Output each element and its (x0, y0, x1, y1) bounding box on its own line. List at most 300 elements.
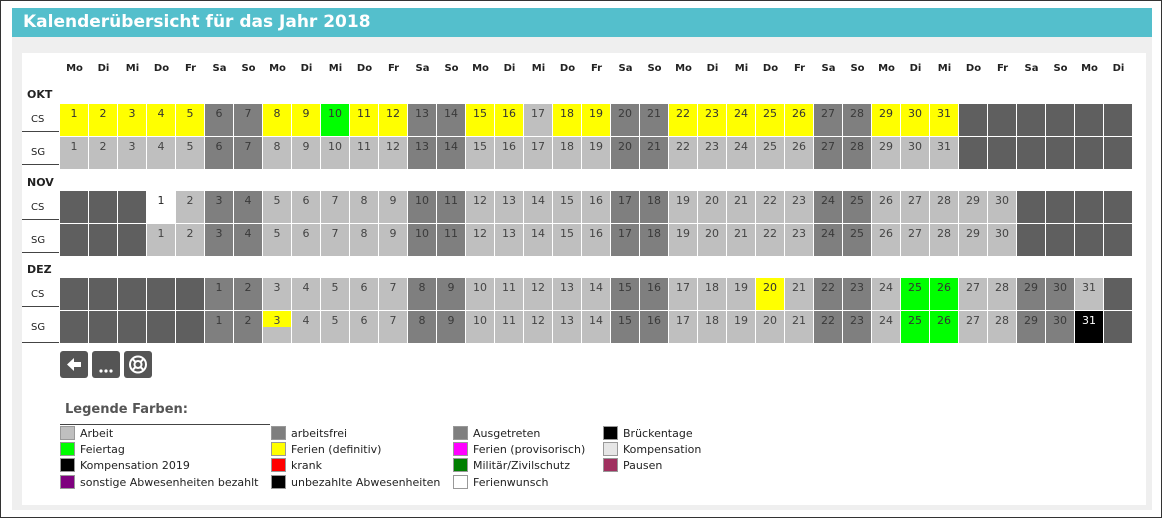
legend-swatch (603, 426, 618, 440)
day-cell[interactable]: 1 (147, 224, 175, 256)
day-cell[interactable]: 26 (930, 278, 958, 310)
day-cell[interactable]: 2 (234, 278, 262, 310)
day-cell[interactable]: 20 (611, 104, 639, 136)
day-cell[interactable]: 2 (89, 104, 117, 136)
empty-cell (147, 311, 175, 343)
day-cell[interactable]: 5 (321, 311, 349, 343)
empty-cell (1104, 224, 1132, 256)
empty-cell (1104, 311, 1132, 343)
day-cell[interactable]: 31 (1075, 278, 1103, 310)
day-cell[interactable]: 9 (292, 137, 320, 169)
day-cell[interactable]: 22 (669, 104, 697, 136)
weekday-label: Sa (212, 63, 227, 74)
day-cell[interactable]: 9 (437, 311, 465, 343)
day-cell[interactable]: 12 (466, 224, 494, 256)
weekday-label: Sa (415, 63, 430, 74)
day-cell[interactable]: 13 (553, 311, 581, 343)
day-cell[interactable]: 10 (321, 137, 349, 169)
day-cell[interactable]: 26 (785, 137, 813, 169)
day-cell[interactable]: 24 (872, 311, 900, 343)
weekday-label: So (850, 63, 865, 74)
legend-swatch (271, 426, 286, 440)
day-cell[interactable]: 18 (640, 191, 668, 223)
day-cell[interactable]: 22 (814, 278, 842, 310)
legend-swatch (60, 442, 75, 456)
empty-cell (959, 104, 987, 136)
day-cell[interactable]: 30 (901, 137, 929, 169)
day-cell[interactable]: 8 (263, 137, 291, 169)
month-label: NOV (27, 176, 54, 189)
empty-cell (1075, 224, 1103, 256)
day-cell[interactable]: 27 (901, 224, 929, 256)
day-cell[interactable]: 14 (437, 104, 465, 136)
day-cell[interactable]: 12 (466, 191, 494, 223)
day-cell[interactable]: 26 (872, 224, 900, 256)
day-cell[interactable]: 13 (408, 104, 436, 136)
day-cell[interactable]: 19 (669, 224, 697, 256)
lifebuoy-icon (124, 351, 152, 378)
legend-label: Brückentage (623, 427, 693, 440)
day-cell[interactable]: 3 (118, 104, 146, 136)
legend-label: Pausen (623, 459, 663, 472)
empty-cell (1104, 104, 1132, 136)
weekday-label: Do (965, 63, 982, 74)
day-cell[interactable]: 16 (582, 224, 610, 256)
day-cell[interactable]: 8 (263, 104, 291, 136)
day-cell[interactable]: 28 (843, 137, 871, 169)
day-cell[interactable]: 31 (930, 104, 958, 136)
day-cell[interactable]: 24 (814, 191, 842, 223)
day-cell[interactable]: 18 (698, 311, 726, 343)
row-label: CS (31, 289, 45, 300)
day-cell[interactable]: 15 (611, 278, 639, 310)
day-cell[interactable]: 14 (582, 278, 610, 310)
day-cell[interactable]: 27 (814, 104, 842, 136)
legend-swatch (271, 442, 286, 456)
row-label: CS (31, 202, 45, 213)
day-cell[interactable]: 10 (466, 278, 494, 310)
day-cell[interactable]: 2 (176, 191, 204, 223)
weekday-label: Mo (675, 63, 692, 74)
day-cell[interactable]: 3 (118, 137, 146, 169)
day-cell[interactable]: 27 (901, 191, 929, 223)
weekday-label: Di (300, 63, 313, 74)
empty-cell (1075, 137, 1103, 169)
day-cell[interactable]: 8 (408, 311, 436, 343)
weekday-label: Di (97, 63, 110, 74)
legend-label: Kompensation 2019 (80, 459, 190, 472)
day-cell[interactable]: 12 (524, 311, 552, 343)
day-cell[interactable]: 9 (292, 104, 320, 136)
day-cell[interactable]: 4 (234, 191, 262, 223)
day-cell[interactable]: 2 (234, 311, 262, 343)
day-cell[interactable]: 26 (872, 191, 900, 223)
day-cell[interactable]: 8 (408, 278, 436, 310)
weekday-label: Di (503, 63, 516, 74)
row-divider (22, 219, 59, 220)
day-cell[interactable]: 17 (524, 137, 552, 169)
day-cell[interactable]: 13 (553, 278, 581, 310)
weekday-label: Di (909, 63, 922, 74)
empty-cell (118, 278, 146, 310)
day-cell[interactable]: 8 (350, 224, 378, 256)
weekday-label: Sa (821, 63, 836, 74)
empty-cell (89, 224, 117, 256)
day-cell[interactable]: 5 (176, 104, 204, 136)
day-cell[interactable]: 24 (872, 278, 900, 310)
empty-cell (60, 278, 88, 310)
legend-swatch (453, 475, 468, 489)
day-cell[interactable]: 6 (205, 104, 233, 136)
legend-label: unbezahlte Abwesenheiten (291, 476, 441, 489)
day-cell[interactable]: 10 (321, 104, 349, 136)
day-cell[interactable]: 21 (785, 311, 813, 343)
row-label: SG (31, 322, 46, 333)
day-cell[interactable]: 23 (843, 311, 871, 343)
day-cell[interactable]: 24 (727, 137, 755, 169)
day-cell[interactable]: 31 (1075, 311, 1103, 343)
legend-label: Ausgetreten (473, 427, 541, 440)
day-cell[interactable]: 7 (379, 278, 407, 310)
day-cell[interactable]: 18 (698, 278, 726, 310)
empty-cell (1046, 191, 1074, 223)
day-cell[interactable]: 15 (466, 104, 494, 136)
day-cell[interactable]: 19 (669, 191, 697, 223)
day-cell[interactable]: 16 (582, 191, 610, 223)
weekday-label: Mo (269, 63, 286, 74)
day-cell[interactable]: 16 (640, 278, 668, 310)
day-cell[interactable]: 15 (466, 137, 494, 169)
day-cell[interactable]: 27 (959, 278, 987, 310)
help-button[interactable] (124, 351, 152, 378)
day-cell[interactable]: 17 (669, 311, 697, 343)
day-cell[interactable]: 3 (263, 311, 291, 343)
day-cell[interactable]: 29 (872, 137, 900, 169)
legend-swatch (453, 426, 468, 440)
day-cell[interactable]: 7 (234, 104, 262, 136)
empty-cell (1017, 104, 1045, 136)
weekday-label: Sa (618, 63, 633, 74)
weekday-label: Mi (937, 63, 952, 74)
day-cell[interactable]: 14 (524, 224, 552, 256)
day-cell[interactable]: 3 (205, 224, 233, 256)
weekday-label: Fr (387, 63, 400, 74)
day-cell[interactable]: 29 (1017, 311, 1045, 343)
empty-cell (1104, 278, 1132, 310)
empty-cell (988, 104, 1016, 136)
empty-cell (118, 224, 146, 256)
empty-cell (1075, 104, 1103, 136)
empty-cell (1104, 137, 1132, 169)
day-cell[interactable]: 23 (698, 104, 726, 136)
day-cell[interactable]: 14 (582, 311, 610, 343)
back-button[interactable] (60, 351, 88, 378)
empty-cell (1046, 137, 1074, 169)
weekday-label: Fr (184, 63, 197, 74)
day-cell[interactable]: 6 (350, 278, 378, 310)
day-cell[interactable]: 21 (727, 224, 755, 256)
month-label: OKT (27, 88, 53, 101)
legend-swatch (453, 458, 468, 472)
day-cell[interactable]: 7 (321, 224, 349, 256)
day-cell[interactable]: 21 (727, 191, 755, 223)
day-cell[interactable]: 17 (611, 224, 639, 256)
weekday-label: Mo (1081, 63, 1098, 74)
day-cell[interactable]: 5 (321, 278, 349, 310)
empty-cell (959, 137, 987, 169)
empty-cell (60, 311, 88, 343)
day-cell[interactable]: 25 (901, 278, 929, 310)
empty-cell (1017, 137, 1045, 169)
day-cell[interactable]: 25 (756, 104, 784, 136)
day-cell[interactable]: 13 (495, 191, 523, 223)
day-cell[interactable]: 11 (437, 191, 465, 223)
day-cell[interactable]: 11 (350, 137, 378, 169)
day-cell[interactable]: 9 (379, 191, 407, 223)
legend-swatch (453, 442, 468, 456)
day-cell[interactable]: 10 (408, 224, 436, 256)
day-cell[interactable]: 30 (901, 104, 929, 136)
day-cell[interactable]: 11 (495, 278, 523, 310)
day-cell[interactable]: 9 (379, 224, 407, 256)
day-cell[interactable]: 20 (756, 278, 784, 310)
row-label: SG (31, 235, 46, 246)
day-cell[interactable]: 1 (60, 104, 88, 136)
weekday-label: Mi (734, 63, 749, 74)
day-cell[interactable]: 22 (756, 224, 784, 256)
day-cell[interactable]: 25 (756, 137, 784, 169)
empty-cell (1017, 191, 1045, 223)
day-cell[interactable]: 4 (147, 137, 175, 169)
empty-cell (988, 137, 1016, 169)
day-cell[interactable]: 13 (495, 224, 523, 256)
day-cell[interactable]: 17 (611, 191, 639, 223)
day-cell[interactable]: 29 (959, 224, 987, 256)
day-cell[interactable]: 20 (611, 137, 639, 169)
day-cell[interactable]: 18 (553, 137, 581, 169)
month-label: DEZ (27, 263, 52, 276)
day-cell[interactable]: 30 (1046, 311, 1074, 343)
day-cell[interactable]: 12 (379, 104, 407, 136)
day-cell[interactable]: 5 (263, 224, 291, 256)
day-cell[interactable]: 2 (176, 224, 204, 256)
day-cell[interactable]: 30 (988, 191, 1016, 223)
day-cell[interactable]: 1 (60, 137, 88, 169)
day-cell[interactable]: 15 (553, 224, 581, 256)
day-cell[interactable]: 21 (785, 278, 813, 310)
weekday-label: Mi (531, 63, 546, 74)
weekday-label: Fr (996, 63, 1009, 74)
legend-label: sonstige Abwesenheiten bezahlt (80, 476, 259, 489)
day-cell[interactable]: 25 (843, 191, 871, 223)
day-cell[interactable]: 7 (321, 191, 349, 223)
empty-cell (89, 191, 117, 223)
day-cell[interactable]: 3 (205, 191, 233, 223)
day-cell[interactable]: 23 (785, 224, 813, 256)
weekday-label: Mi (328, 63, 343, 74)
day-cell[interactable]: 10 (408, 191, 436, 223)
day-cell[interactable]: 14 (437, 137, 465, 169)
legend-title: Legende Farben: (65, 402, 189, 417)
weekday-label: Di (706, 63, 719, 74)
day-cell[interactable]: 4 (234, 224, 262, 256)
weekday-label: Do (559, 63, 576, 74)
day-cell[interactable]: 9 (437, 278, 465, 310)
row-divider (22, 131, 59, 132)
legend-label: krank (291, 459, 322, 472)
day-cell[interactable]: 4 (292, 278, 320, 310)
day-cell[interactable]: 27 (959, 311, 987, 343)
day-cell[interactable]: 22 (756, 191, 784, 223)
empty-cell (176, 278, 204, 310)
empty-cell (147, 278, 175, 310)
weekday-label: So (444, 63, 459, 74)
weekday-label: Fr (793, 63, 806, 74)
day-cell[interactable]: 19 (727, 311, 755, 343)
row-divider (22, 306, 59, 307)
day-cell[interactable]: 7 (234, 137, 262, 169)
day-cell[interactable]: 2 (89, 137, 117, 169)
day-cell[interactable]: 20 (756, 311, 784, 343)
weekday-label: Mo (878, 63, 895, 74)
day-cell[interactable]: 1 (147, 191, 175, 223)
day-cell[interactable]: 17 (524, 104, 552, 136)
day-cell[interactable]: 25 (901, 311, 929, 343)
day-cell[interactable]: 24 (814, 224, 842, 256)
day-cell[interactable]: 21 (640, 104, 668, 136)
day-cell[interactable]: 19 (727, 278, 755, 310)
day-cell[interactable]: 21 (640, 137, 668, 169)
day-cell[interactable]: 29 (1017, 278, 1045, 310)
legend-swatch (603, 458, 618, 472)
legend-label: Feiertag (80, 443, 125, 456)
empty-cell (89, 278, 117, 310)
legend-swatch (271, 458, 286, 472)
day-cell[interactable]: 11 (495, 311, 523, 343)
day-cell[interactable]: 6 (350, 311, 378, 343)
day-cell[interactable]: 11 (437, 224, 465, 256)
weekday-label: So (1053, 63, 1068, 74)
day-cell[interactable]: 28 (988, 278, 1016, 310)
day-cell[interactable]: 18 (640, 224, 668, 256)
legend-swatch (271, 475, 286, 489)
legend-swatch (60, 426, 75, 440)
day-cell[interactable]: 27 (814, 137, 842, 169)
day-cell[interactable]: 4 (292, 311, 320, 343)
more-button[interactable] (92, 351, 120, 378)
day-cell[interactable]: 3 (263, 278, 291, 310)
day-cell[interactable]: 16 (495, 104, 523, 136)
weekday-label: Mo (66, 63, 83, 74)
empty-cell (1075, 191, 1103, 223)
legend-swatch (60, 458, 75, 472)
arrow-left-icon (60, 351, 88, 378)
day-cell[interactable]: 30 (1046, 278, 1074, 310)
day-cell[interactable]: 6 (292, 224, 320, 256)
weekday-label: Do (762, 63, 779, 74)
day-cell[interactable]: 16 (640, 311, 668, 343)
legend-label: arbeitsfrei (291, 427, 348, 440)
day-cell[interactable]: 1 (205, 278, 233, 310)
day-cell[interactable]: 7 (379, 311, 407, 343)
day-cell[interactable]: 13 (408, 137, 436, 169)
day-cell[interactable]: 8 (350, 191, 378, 223)
day-cell[interactable]: 5 (263, 191, 291, 223)
empty-cell (1104, 191, 1132, 223)
day-cell[interactable]: 23 (698, 137, 726, 169)
weekday-label: Fr (590, 63, 603, 74)
day-cell[interactable]: 14 (524, 191, 552, 223)
day-cell[interactable]: 25 (843, 224, 871, 256)
legend-label: Arbeit (80, 427, 114, 440)
empty-cell (176, 311, 204, 343)
day-cell[interactable]: 29 (872, 104, 900, 136)
day-cell[interactable]: 23 (843, 278, 871, 310)
day-cell[interactable]: 29 (959, 191, 987, 223)
day-cell[interactable]: 12 (379, 137, 407, 169)
day-cell[interactable]: 1 (205, 311, 233, 343)
legend-label: Militär/Zivilschutz (473, 459, 570, 472)
day-cell[interactable]: 22 (669, 137, 697, 169)
row-divider (22, 164, 59, 165)
legend-swatch (60, 475, 75, 489)
day-cell[interactable]: 19 (582, 104, 610, 136)
day-cell[interactable]: 22 (814, 311, 842, 343)
weekday-label: Do (356, 63, 373, 74)
day-cell[interactable]: 28 (930, 224, 958, 256)
legend-label: Kompensation (623, 443, 702, 456)
weekday-label: Mi (125, 63, 140, 74)
day-cell[interactable]: 18 (553, 104, 581, 136)
day-cell[interactable]: 28 (988, 311, 1016, 343)
day-cell[interactable]: 5 (176, 137, 204, 169)
day-cell[interactable]: 30 (988, 224, 1016, 256)
empty-cell (1046, 224, 1074, 256)
day-cell[interactable]: 4 (147, 104, 175, 136)
day-cell[interactable]: 19 (582, 137, 610, 169)
day-cell[interactable]: 6 (292, 191, 320, 223)
day-cell[interactable]: 17 (669, 278, 697, 310)
day-cell[interactable]: 28 (843, 104, 871, 136)
day-cell[interactable]: 15 (553, 191, 581, 223)
day-cell[interactable]: 24 (727, 104, 755, 136)
day-cell[interactable]: 6 (205, 137, 233, 169)
row-divider (22, 252, 59, 253)
empty-cell (60, 191, 88, 223)
legend-label: Ferien (definitiv) (291, 443, 382, 456)
empty-cell (60, 224, 88, 256)
row-label: CS (31, 114, 45, 125)
day-cell[interactable]: 15 (611, 311, 639, 343)
row-label: SG (31, 147, 46, 158)
day-cell[interactable]: 26 (930, 311, 958, 343)
weekday-label: So (241, 63, 256, 74)
day-cell[interactable]: 12 (524, 278, 552, 310)
day-cell[interactable]: 10 (466, 311, 494, 343)
day-cell[interactable]: 23 (785, 191, 813, 223)
day-cell[interactable]: 28 (930, 191, 958, 223)
day-cell[interactable]: 11 (350, 104, 378, 136)
weekday-label: Mo (472, 63, 489, 74)
day-cell[interactable]: 20 (698, 191, 726, 223)
day-cell[interactable]: 31 (930, 137, 958, 169)
title-bar (12, 8, 1152, 37)
day-cell[interactable]: 16 (495, 137, 523, 169)
ellipsis-icon (92, 351, 120, 378)
day-cell[interactable]: 26 (785, 104, 813, 136)
legend-label: Ferien (provisorisch) (473, 443, 586, 456)
day-cell[interactable]: 20 (698, 224, 726, 256)
